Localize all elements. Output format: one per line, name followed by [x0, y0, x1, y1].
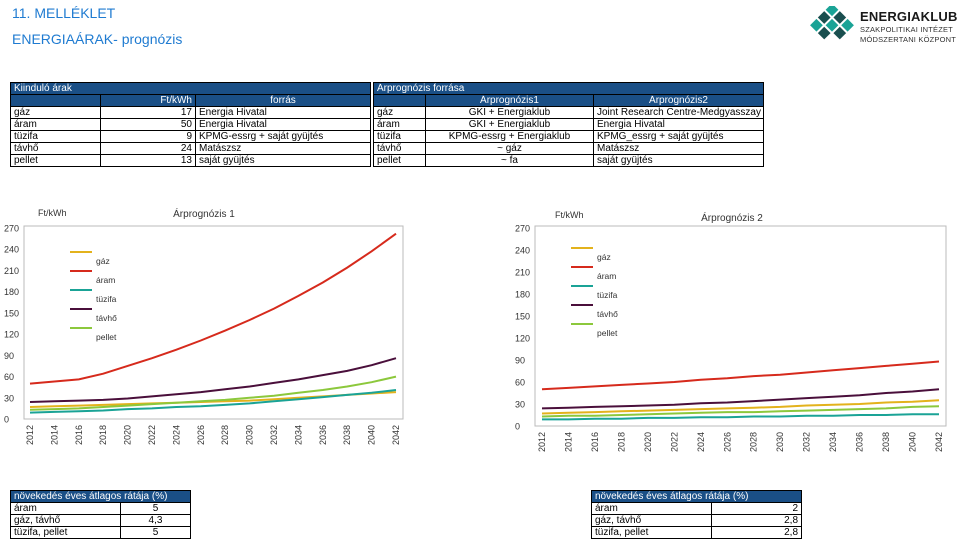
cell-label: tüzifa, pellet — [11, 527, 121, 539]
x-tick-label: 2026 — [722, 432, 733, 453]
y-axis-unit: Ft/kWh — [38, 208, 67, 218]
cell-value: 5 — [121, 527, 191, 539]
x-tick-label: 2028 — [220, 425, 231, 446]
legend-label: áram — [96, 275, 116, 285]
x-tick-label: 2014 — [563, 432, 574, 453]
table-row — [592, 503, 802, 515]
x-tick-label: 2030 — [775, 432, 786, 453]
x-tick-label: 2036 — [854, 432, 865, 453]
growth-rate-table-2 — [591, 490, 802, 539]
cell-value: 24 — [101, 143, 196, 155]
column-header: Árprognózis1 — [426, 95, 594, 107]
y-tick-label: 60 — [515, 377, 526, 388]
cell-label: tüzifa — [11, 131, 101, 143]
cell-label: távhő — [374, 143, 426, 155]
cell-source: Matászsz — [594, 143, 764, 155]
x-tick-label: 2030 — [244, 425, 255, 446]
x-tick-label: 2024 — [695, 432, 706, 453]
cell-label: gáz, távhő — [11, 515, 121, 527]
table-row — [11, 119, 371, 131]
cell-label: pellet — [374, 155, 426, 167]
x-tick-label: 2024 — [171, 425, 182, 446]
x-tick-label: 2020 — [122, 425, 133, 446]
table-row — [592, 527, 802, 539]
cell-value: 5 — [121, 503, 191, 515]
chart-title: Árprognózis 1 — [173, 209, 235, 220]
cell-label: áram — [11, 119, 101, 131]
table-row — [11, 143, 371, 155]
x-tick-label: 2016 — [73, 425, 84, 446]
y-tick-label: 30 — [4, 393, 15, 404]
cell-label: távhő — [11, 143, 101, 155]
x-tick-label: 2034 — [828, 432, 839, 453]
y-tick-label: 0 — [4, 414, 10, 425]
cell-source: Joint Research Centre-Medgyasszay — [594, 107, 764, 119]
y-tick-label: 240 — [4, 244, 20, 255]
cell-source: KPMG-essrg + Energiaklub — [426, 131, 594, 143]
cell-value: 9 — [101, 131, 196, 143]
x-tick-label: 2014 — [49, 425, 60, 446]
y-tick-label: 120 — [515, 333, 531, 344]
x-tick-label: 2038 — [881, 432, 892, 453]
series-line — [542, 389, 939, 408]
cell-source: Energia Hivatal — [196, 119, 371, 131]
y-tick-label: 90 — [515, 355, 526, 366]
table-row — [374, 131, 764, 143]
y-tick-label: 210 — [4, 265, 20, 276]
base-prices-title: Kiinduló árak — [11, 83, 371, 95]
x-tick-label: 2042 — [391, 425, 401, 446]
cell-label: pellet — [11, 155, 101, 167]
cell-source: GKI + Energiaklub — [426, 107, 594, 119]
x-tick-label: 2012 — [25, 425, 35, 446]
legend-label: áram — [597, 271, 617, 281]
forecast-sources-table — [373, 82, 764, 167]
page-title: 11. MELLÉKLET — [12, 5, 116, 21]
x-tick-label: 2016 — [589, 432, 600, 453]
cell-value: 17 — [101, 107, 196, 119]
series-line — [542, 362, 939, 390]
legend-label: pellet — [96, 332, 117, 342]
x-tick-label: 2040 — [366, 425, 377, 446]
cell-value: 2,8 — [712, 527, 802, 539]
x-tick-label: 2018 — [98, 425, 109, 446]
table-row — [592, 515, 802, 527]
column-header: Ft/kWh — [101, 95, 196, 107]
growth-rate-title: növekedés éves átlagos rátája (%) — [592, 491, 802, 503]
legend-label: pellet — [597, 328, 618, 338]
cell-label: gáz, távhő — [592, 515, 712, 527]
growth-rate-table-1 — [10, 490, 191, 539]
table-row — [374, 119, 764, 131]
energiaklub-logo — [808, 6, 958, 46]
logo-mark-icon — [808, 6, 856, 46]
logo-name: ENERGIAKLUB — [860, 9, 958, 24]
cell-value: 2 — [712, 503, 802, 515]
chart-title: Árprognózis 2 — [701, 213, 763, 224]
cell-label: áram — [11, 503, 121, 515]
table-row — [11, 515, 191, 527]
x-tick-label: 2032 — [269, 425, 279, 446]
y-tick-label: 180 — [515, 289, 531, 300]
x-tick-label: 2040 — [907, 432, 918, 453]
x-tick-label: 2028 — [748, 432, 759, 453]
logo-subtitle-1: SZAKPOLITIKAI INTÉZET — [860, 25, 953, 34]
x-tick-label: 2038 — [342, 425, 353, 446]
forecast-sources-title: Árprognózis forrása — [374, 83, 764, 95]
cell-source: KPMG_essrg + saját gyüjtés — [594, 131, 764, 143]
x-tick-label: 2018 — [616, 432, 627, 453]
y-tick-label: 240 — [515, 245, 531, 256]
y-tick-label: 30 — [515, 399, 526, 410]
column-header: forrás — [196, 95, 371, 107]
x-tick-label: 2020 — [642, 432, 653, 453]
cell-value: 50 — [101, 119, 196, 131]
x-tick-label: 2034 — [293, 425, 304, 446]
y-tick-label: 0 — [515, 421, 521, 432]
cell-label: áram — [592, 503, 712, 515]
x-tick-label: 2042 — [934, 432, 944, 453]
cell-source: saját gyüjtés — [196, 155, 371, 167]
cell-source: ~ gáz — [426, 143, 594, 155]
cell-label: gáz — [11, 107, 101, 119]
table-row — [374, 107, 764, 119]
base-prices-table — [10, 82, 371, 167]
page-subtitle: ENERGIAÁRAK- prognózis — [12, 31, 183, 47]
y-tick-label: 180 — [4, 287, 20, 298]
cell-value: 13 — [101, 155, 196, 167]
table-row — [11, 527, 191, 539]
table-row — [11, 155, 371, 167]
forecast-1-chart-svg — [0, 200, 420, 460]
legend-label: tüzifa — [96, 294, 117, 304]
legend-label: gáz — [597, 252, 611, 262]
legend-label: távhő — [96, 313, 117, 323]
cell-source: ~ fa — [426, 155, 594, 167]
column-header — [374, 95, 426, 107]
cell-source: Energia Hivatal — [594, 119, 764, 131]
cell-label: áram — [374, 119, 426, 131]
y-tick-label: 60 — [4, 372, 15, 383]
x-tick-label: 2012 — [537, 432, 547, 453]
x-tick-label: 2026 — [195, 425, 206, 446]
cell-label: tüzifa — [374, 131, 426, 143]
y-tick-label: 210 — [515, 267, 531, 278]
y-tick-label: 270 — [4, 223, 20, 234]
x-tick-label: 2036 — [317, 425, 328, 446]
forecast-2-chart-svg — [505, 200, 955, 460]
logo-subtitle-2: MÓDSZERTANI KÖZPONT — [860, 35, 957, 44]
cell-source: GKI + Energiaklub — [426, 119, 594, 131]
cell-source: Energia Hivatal — [196, 107, 371, 119]
y-tick-label: 150 — [515, 311, 531, 322]
y-tick-label: 150 — [4, 308, 20, 319]
forecast-2-chart — [505, 200, 955, 460]
forecast-1-chart — [0, 200, 420, 460]
cell-label: tüzifa, pellet — [592, 527, 712, 539]
x-tick-label: 2032 — [801, 432, 812, 453]
y-tick-label: 270 — [515, 223, 531, 234]
column-header: Árprognózis2 — [594, 95, 764, 107]
growth-rate-title: növekedés éves átlagos rátája (%) — [11, 491, 191, 503]
cell-label: gáz — [374, 107, 426, 119]
cell-value: 4,3 — [121, 515, 191, 527]
table-row — [374, 155, 764, 167]
table-row — [11, 107, 371, 119]
cell-value: 2,8 — [712, 515, 802, 527]
x-tick-label: 2022 — [147, 425, 157, 446]
cell-source: saját gyüjtés — [594, 155, 764, 167]
cell-source: KPMG-essrg + saját gyüjtés — [196, 131, 371, 143]
x-tick-label: 2022 — [669, 432, 680, 453]
legend-label: gáz — [96, 256, 110, 266]
y-tick-label: 120 — [4, 329, 20, 340]
y-tick-label: 90 — [4, 350, 15, 361]
y-axis-unit: Ft/kWh — [555, 210, 584, 220]
table-row — [374, 143, 764, 155]
column-header — [11, 95, 101, 107]
legend-label: tüzifa — [597, 290, 618, 300]
table-row — [11, 131, 371, 143]
cell-source: Matászsz — [196, 143, 371, 155]
legend-label: távhő — [597, 309, 618, 319]
table-row — [11, 503, 191, 515]
